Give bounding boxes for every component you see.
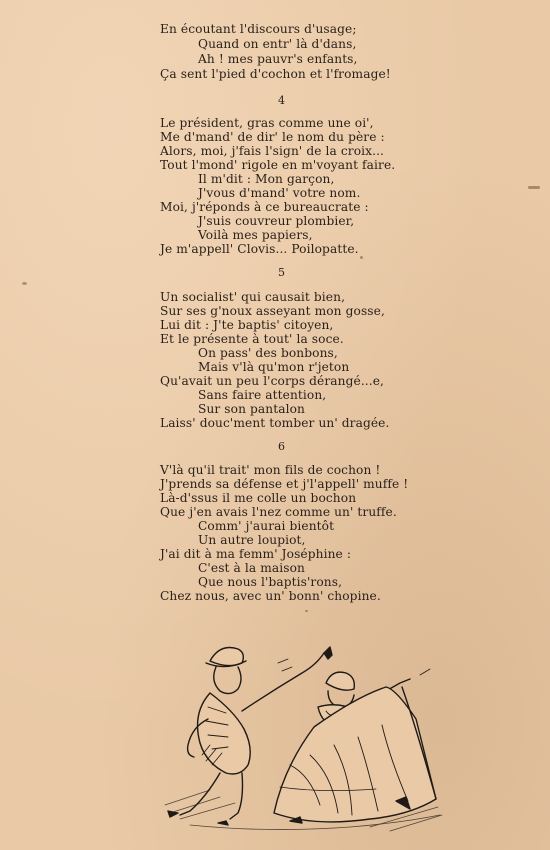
paper-speck	[360, 256, 363, 259]
dancing-couple-illustration	[150, 615, 450, 840]
verse-line: Ah ! mes pauvr's enfants,	[198, 52, 358, 66]
verse-line: V'là qu'il trait' mon fils de cochon !	[160, 463, 381, 477]
verse-line: Je m'appell' Clovis... Poilopatte.	[160, 242, 359, 256]
verse-line: J'prends sa défense et j'l'appell' muffe !	[160, 477, 409, 491]
verse-line: Sur ses g'noux asseyant mon gosse,	[160, 304, 385, 318]
verse-line: En écoutant l'discours d'usage;	[160, 22, 357, 36]
verse-line: Comm' j'aurai bientôt	[198, 519, 335, 533]
verse-line: Laiss' douc'ment tomber un' dragée.	[160, 416, 390, 430]
verse-line: Alors, moi, j'fais l'sign' de la croix...	[160, 144, 385, 158]
verse-line: Tout l'mond' rigole en m'voyant faire.	[160, 158, 396, 172]
verse-line: Ça sent l'pied d'cochon et l'fromage!	[160, 67, 391, 81]
verse-line: Sans faire attention,	[198, 388, 327, 402]
verse-line: Chez nous, avec un' bonn' chopine.	[160, 589, 381, 603]
verse-line: C'est à la maison	[198, 561, 305, 575]
verse-line: Un socialist' qui causait bien,	[160, 290, 346, 304]
verse-line: On pass' des bonbons,	[198, 346, 338, 360]
motion-lines	[278, 659, 430, 675]
stanza-number: 5	[278, 266, 285, 279]
verse-line: J'vous d'mand' votre nom.	[198, 186, 361, 200]
stanza-number: 4	[278, 94, 285, 107]
verse-line: Que nous l'baptis'rons,	[198, 575, 343, 589]
verse-line: Que j'en avais l'nez comme un' truffe.	[160, 505, 397, 519]
verse-line: J'ai dit à ma femm' Joséphine :	[160, 547, 352, 561]
verse-line: J'suis couvreur plombier,	[198, 214, 355, 228]
verse-line: Quand on entr' là d'dans,	[198, 37, 357, 51]
verse-line: Sur son pantalon	[198, 402, 305, 416]
stanza-number: 6	[278, 440, 285, 453]
paper-speck	[305, 610, 308, 612]
verse-line: Il m'dit : Mon garçon,	[198, 172, 335, 186]
verse-line: Et le présente à tout' la soce.	[160, 332, 344, 346]
woman-figure	[274, 672, 436, 823]
paper-speck	[22, 282, 27, 285]
verse-line: Qu'avait un peu l'corps dérangé...e,	[160, 374, 385, 388]
verse-line: Lui dit : J'te baptis' citoyen,	[160, 318, 334, 332]
paper-speck	[528, 186, 540, 189]
verse-line: Là-d'ssus il me colle un bochon	[160, 491, 357, 505]
verse-line: Me d'mand' de dir' le nom du père :	[160, 130, 385, 144]
verse-line: Mais v'là qu'mon r'jeton	[198, 360, 350, 374]
verse-line: Voilà mes papiers,	[198, 228, 313, 242]
verse-line: Moi, j'réponds à ce bureaucrate :	[160, 200, 369, 214]
verse-line: Le président, gras comme une oi',	[160, 116, 374, 130]
verse-line: Un autre loupiot,	[198, 533, 306, 547]
